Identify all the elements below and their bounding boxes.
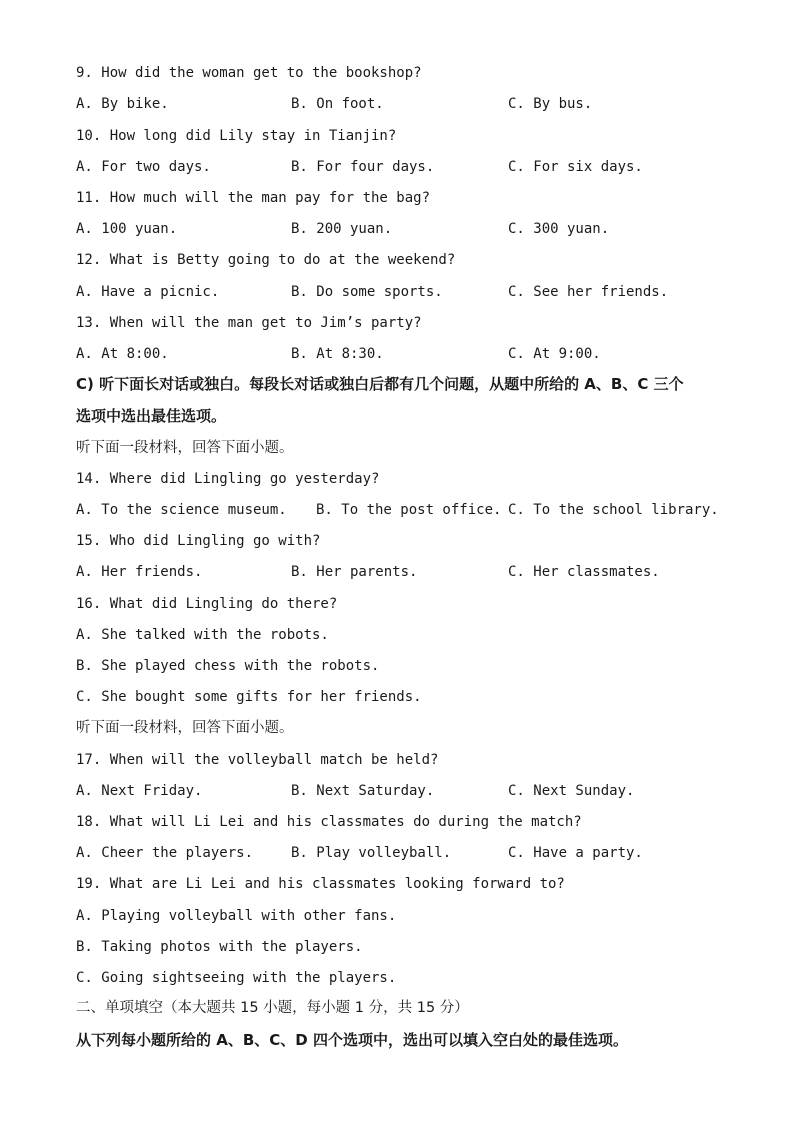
question-11: 11. How much will the man pay for the bag? (76, 190, 431, 206)
section-c-heading-line-1: C) 听下面长对话或独白。每段长对话或独白后都有几个问题，从题中所给的 A、B、C 三个 (76, 375, 684, 393)
option-a: A. She talked with the robots. (76, 627, 329, 643)
option-b: B. She played chess with the robots. (76, 658, 380, 674)
option-b: B. Do some sports. (291, 284, 443, 300)
option-b: B. Play volleyball. (291, 845, 452, 861)
option-c: C. Going sightseeing with the players. (76, 970, 397, 986)
option-b: B. Her parents. (291, 564, 418, 580)
option-b: B. Next Saturday. (291, 783, 435, 799)
option-c: C. At 9:00. (508, 346, 601, 362)
option-a: A. By bike. (76, 96, 169, 112)
option-b: B. Taking photos with the players. (76, 939, 363, 955)
option-a: A. Have a picnic. (76, 284, 220, 300)
part-two-instruction: 从下列每小题所给的 A、B、C、D 四个选项中，选出可以填入空白处的最佳选项。 (76, 1031, 628, 1049)
option-a: A. For two days. (76, 159, 211, 175)
question-14: 14. Where did Lingling go yesterday? (76, 471, 380, 487)
option-a: A. At 8:00. (76, 346, 169, 362)
question-16: 16. What did Lingling do there? (76, 596, 338, 612)
question-17: 17. When will the volleyball match be held? (76, 752, 439, 768)
option-b: B. 200 yuan. (291, 221, 393, 237)
question-9: 9. How did the woman get to the bookshop? (76, 65, 422, 81)
option-a: A. Her friends. (76, 564, 203, 580)
option-c: C. By bus. (508, 96, 593, 112)
option-c: C. Next Sunday. (508, 783, 635, 799)
question-15: 15. Who did Lingling go with? (76, 533, 321, 549)
option-a: A. 100 yuan. (76, 221, 178, 237)
option-c: C. For six days. (508, 159, 643, 175)
option-a: A. To the science museum. (76, 502, 287, 518)
question-10: 10. How long did Lily stay in Tianjin? (76, 128, 397, 144)
question-18: 18. What will Li Lei and his classmates do during the match? (76, 814, 582, 830)
passage-intro: 听下面一段材料，回答下面小题。 (76, 440, 294, 456)
question-12: 12. What is Betty going to do at the weekend? (76, 252, 456, 268)
passage-intro: 听下面一段材料，回答下面小题。 (76, 720, 294, 736)
option-a: A. Playing volleyball with other fans. (76, 908, 397, 924)
option-a: A. Next Friday. (76, 783, 203, 799)
question-13: 13. When will the man get to Jim’s party? (76, 315, 422, 331)
option-b: B. To the post office. (316, 502, 502, 518)
option-b: B. On foot. (291, 96, 384, 112)
option-a: A. Cheer the players. (76, 845, 254, 861)
option-c: C. To the school library. (508, 502, 719, 518)
option-b: B. For four days. (291, 159, 435, 175)
question-19: 19. What are Li Lei and his classmates looking forward to? (76, 876, 565, 892)
option-c: C. Her classmates. (508, 564, 660, 580)
option-c: C. Have a party. (508, 845, 643, 861)
option-b: B. At 8:30. (291, 346, 384, 362)
part-two-heading: 二、单项填空（本大题共 15 小题，每小题 1 分，共 15 分） (76, 1000, 469, 1016)
section-c-heading-line-2: 选项中选出最佳选项。 (76, 407, 227, 425)
option-c: C. See her friends. (508, 284, 669, 300)
option-c: C. She bought some gifts for her friends. (76, 689, 422, 705)
option-c: C. 300 yuan. (508, 221, 610, 237)
